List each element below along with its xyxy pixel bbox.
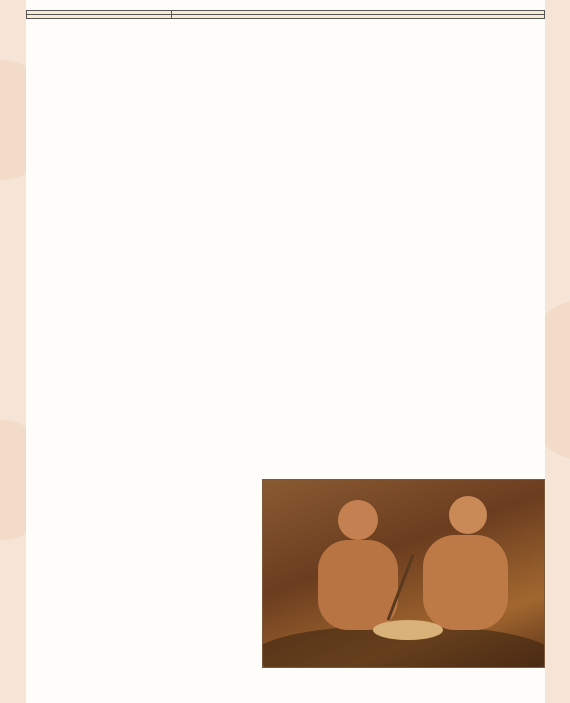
prehistoric-image bbox=[262, 479, 545, 668]
row-label bbox=[27, 15, 172, 19]
resources-cell bbox=[172, 15, 545, 19]
info-table bbox=[26, 10, 545, 19]
